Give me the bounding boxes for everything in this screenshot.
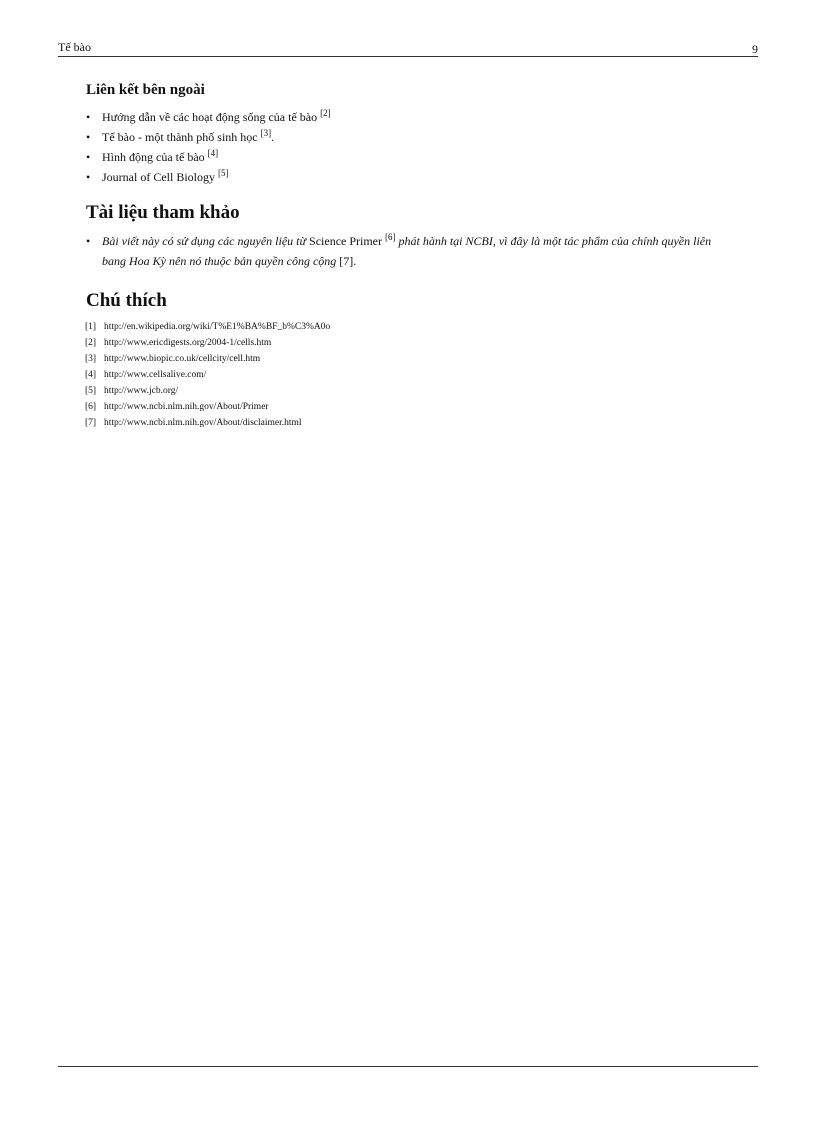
note-url[interactable]: http://www.ericdigests.org/2004-1/cells.htm — [104, 338, 272, 348]
bullet-icon: • — [86, 110, 91, 124]
note-url[interactable]: http://www.ncbi.nlm.nih.gov/About/Primer — [104, 402, 269, 412]
note-number: [3] — [85, 354, 97, 364]
bullet-icon: • — [86, 130, 91, 144]
external-link-item[interactable] — [86, 127, 736, 147]
references-list — [86, 231, 736, 271]
reference-source[interactable]: Science Primer — [306, 234, 386, 248]
reference-lead: Bài viết này có sử dụng các nguyên liệu từ — [102, 234, 307, 248]
note-item[interactable] — [85, 367, 736, 383]
ref-marker[interactable]: [2] — [320, 108, 331, 118]
note-item[interactable] — [85, 399, 736, 415]
note-item[interactable] — [85, 335, 736, 351]
note-number: [1] — [85, 322, 97, 332]
notes-list — [86, 319, 736, 431]
footer-divider — [58, 1066, 758, 1067]
ref-marker[interactable]: [3] — [260, 128, 272, 138]
external-link-item[interactable] — [86, 167, 736, 187]
bullet-icon: • — [86, 150, 91, 164]
reference-item — [86, 231, 736, 271]
page-content — [86, 80, 736, 431]
note-item[interactable] — [85, 383, 736, 399]
bullet-icon: • — [86, 234, 91, 248]
note-url[interactable]: http://en.wikipedia.org/wiki/T%E1%BA%BF_b%C3%A0o — [104, 322, 331, 332]
link-text[interactable]: Tế bào - một thành phố sinh học — [102, 130, 261, 144]
note-item[interactable] — [85, 319, 736, 335]
note-number: [6] — [85, 402, 97, 412]
page-header — [58, 38, 758, 57]
reference-note-ref[interactable]: [7]. — [336, 254, 357, 268]
external-link-item[interactable] — [86, 107, 736, 127]
external-links-section — [86, 80, 736, 187]
ref-marker[interactable]: [4] — [207, 148, 219, 158]
running-title: Tế bào — [58, 40, 91, 54]
external-links-list — [86, 107, 736, 187]
ref-marker[interactable]: [6] — [385, 232, 396, 242]
note-number: [2] — [85, 338, 97, 348]
link-text[interactable]: Hình động của tế bào — [102, 150, 208, 164]
note-url[interactable]: http://www.jcb.org/ — [104, 386, 179, 396]
note-number: [7] — [85, 418, 97, 428]
notes-heading: Chú thích — [86, 290, 167, 311]
bullet-icon: • — [86, 170, 91, 184]
note-number: [4] — [85, 370, 97, 380]
note-number: [5] — [85, 386, 97, 396]
references-heading: Tài liệu tham khảo — [86, 202, 240, 223]
references-section — [86, 201, 736, 271]
note-item[interactable] — [85, 351, 736, 367]
note-url[interactable]: http://www.ncbi.nlm.nih.gov/About/disclaimer.html — [104, 418, 302, 428]
link-text[interactable]: Journal of Cell Biology — [102, 170, 218, 184]
external-link-item[interactable] — [86, 147, 736, 167]
external-links-heading: Liên kết bên ngoài — [86, 82, 205, 98]
link-text[interactable]: Hướng dẫn về các hoạt động sống của tế bào — [102, 110, 321, 124]
ref-marker[interactable]: [5] — [218, 168, 229, 178]
reference-tail: phát hành tại NCBI, vì đây là một tác phẩm của chính quyền liên bang Hoa Kỳ nên nó thuộc bản quyền công cộng — [102, 234, 712, 268]
link-trailing: . — [271, 130, 275, 144]
note-url[interactable]: http://www.cellsalive.com/ — [104, 370, 207, 380]
note-item[interactable] — [85, 415, 736, 431]
note-url[interactable]: http://www.biopic.co.uk/cellcity/cell.htm — [104, 354, 261, 364]
page-number: 9 — [752, 42, 758, 56]
notes-section — [86, 289, 736, 431]
